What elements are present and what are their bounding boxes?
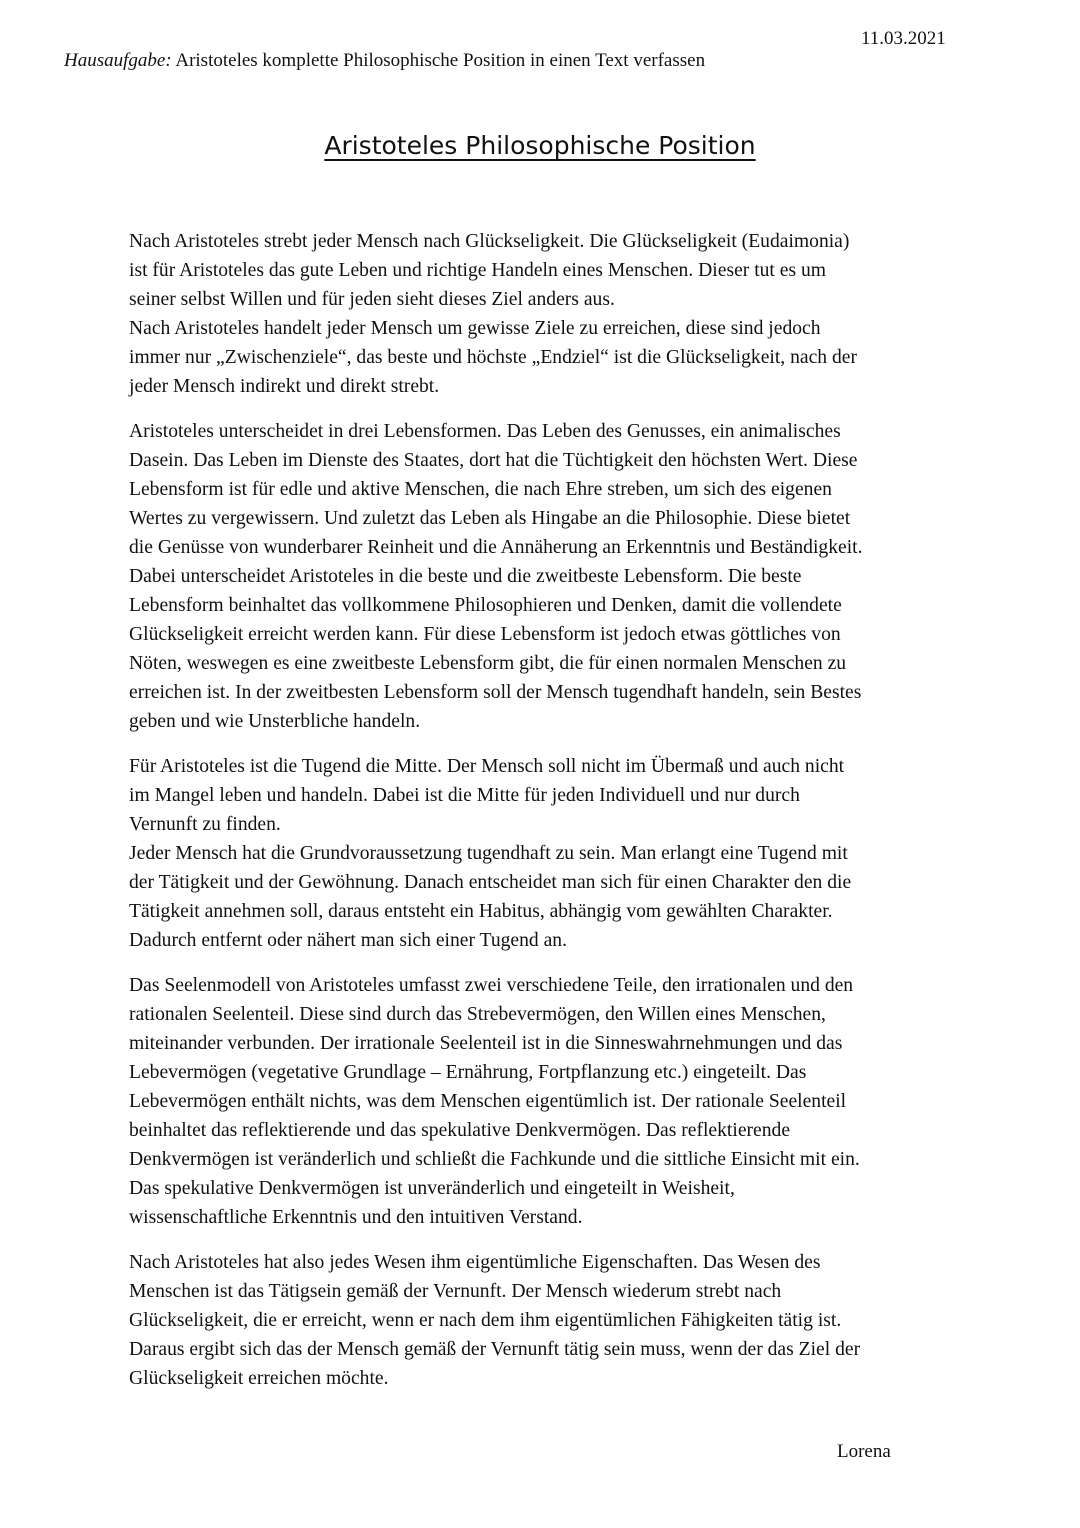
text-line: Glückseligkeit erreicht werden kann. Für diese Lebensform ist jedoch etwas göttliches von — [129, 624, 841, 645]
text-line: Dadurch entfernt oder nähert man sich einer Tugend an. — [129, 930, 567, 951]
text-line: Tätigkeit annehmen soll, daraus entsteht ein Habitus, abhängig vom gewählten Charakter. — [129, 901, 833, 922]
text-line: beinhaltet das reflektierende und das spekulative Denkvermögen. Das reflektierende — [129, 1120, 791, 1141]
text-line: Nach Aristoteles handelt jeder Mensch um gewisse Ziele zu erreichen, diese sind jedoch — [129, 318, 821, 339]
text-line: Daraus ergibt sich das der Mensch gemäß der Vernunft tätig sein muss, wenn der das Ziel der — [129, 1339, 861, 1360]
paragraph — [129, 227, 951, 401]
text-line: miteinander verbunden. Der irrationale Seelenteil ist in die Sinneswahrnehmungen und das — [129, 1033, 843, 1054]
text-line: seiner selbst Willen und für jeden sieht dieses Ziel anders aus. — [129, 289, 615, 310]
paragraph — [129, 971, 951, 1232]
text-line: Nöten, weswegen es eine zweitbeste Lebensform gibt, die für einen normalen Menschen zu — [129, 653, 847, 674]
text-line: der Tätigkeit und der Gewöhnung. Danach entscheidet man sich für einen Charakter den die — [129, 872, 852, 893]
homework-task-text: Aristoteles komplette Philosophische Position in einen Text verfassen — [171, 50, 706, 71]
text-line: Für Aristoteles ist die Tugend die Mitte. Der Mensch soll nicht im Übermaß und auch nicht — [129, 756, 845, 777]
text-line: Denkvermögen ist veränderlich und schließt die Fachkunde und die sittliche Einsicht mit ein. — [129, 1149, 860, 1170]
text-line: wissenschaftliche Erkenntnis und den intuitiven Verstand. — [129, 1207, 583, 1228]
text-line: Das spekulative Denkvermögen ist unveränderlich und eingeteilt in Weisheit, — [129, 1178, 735, 1199]
document-date: 11.03.2021 — [861, 28, 946, 49]
text-line: rationalen Seelenteil. Diese sind durch das Strebevermögen, den Willen eines Menschen, — [129, 1004, 826, 1025]
text-line: ist für Aristoteles das gute Leben und richtige Handeln eines Menschen. Dieser tut es um — [129, 260, 827, 281]
text-line: jeder Mensch indirekt und direkt strebt. — [129, 376, 440, 397]
text-line: Das Seelenmodell von Aristoteles umfasst zwei verschiedene Teile, den irrationalen und den — [129, 975, 854, 996]
text-line: Aristoteles unterscheidet in drei Lebensformen. Das Leben des Genusses, ein animalisches — [129, 421, 841, 442]
text-line: immer nur „Zwischenziele“, das beste und höchste „Endziel“ ist die Glückseligkeit, nach der — [129, 347, 857, 368]
text-line: erreichen ist. In der zweitbesten Lebensform soll der Mensch tugendhaft handeln, sein Bestes — [129, 682, 862, 703]
text-line: im Mangel leben und handeln. Dabei ist die Mitte für jeden Individuell und nur durch — [129, 785, 800, 806]
text-line: geben und wie Unsterbliche handeln. — [129, 711, 421, 732]
text-line: Dasein. Das Leben im Dienste des Staates, dort hat die Tüchtigkeit den höchsten Wert. Diese — [129, 450, 858, 471]
text-line: Menschen ist das Tätigsein gemäß der Vernunft. Der Mensch wiederum strebt nach — [129, 1281, 782, 1302]
text-line: Jeder Mensch hat die Grundvoraussetzung tugendhaft zu sein. Man erlangt eine Tugend mit — [129, 843, 848, 864]
text-line: Lebensform ist für edle und aktive Menschen, die nach Ehre streben, um sich des eigenen — [129, 479, 832, 500]
text-line: Wertes zu vergewissern. Und zuletzt das Leben als Hingabe an die Philosophie. Diese bietet — [129, 508, 851, 529]
text-line: Nach Aristoteles hat also jedes Wesen ihm eigentümliche Eigenschaften. Das Wesen des — [129, 1252, 821, 1273]
text-line: Vernunft zu finden. — [129, 814, 281, 835]
text-line: Nach Aristoteles strebt jeder Mensch nach Glückseligkeit. Die Glückseligkeit (Eudaimonia) — [129, 231, 850, 252]
document-body — [129, 227, 951, 1409]
paragraph — [129, 752, 951, 955]
homework-label: Hausaufgabe: — [64, 50, 172, 71]
paragraph — [129, 417, 951, 736]
author-signature: Lorena — [837, 1441, 891, 1462]
text-line: Glückseligkeit erreichen möchte. — [129, 1368, 389, 1389]
text-line: Lebevermögen (vegetative Grundlage – Ernährung, Fortpflanzung etc.) eingeteilt. Das — [129, 1062, 807, 1083]
text-line: Dabei unterscheidet Aristoteles in die beste und die zweitbeste Lebensform. Die beste — [129, 566, 802, 587]
text-line: die Genüsse von wunderbarer Reinheit und die Annäherung an Erkenntnis und Beständigkeit. — [129, 537, 863, 558]
text-line: Lebevermögen enthält nichts, was dem Menschen eigentümlich ist. Der rationale Seelenteil — [129, 1091, 847, 1112]
paragraph — [129, 1248, 951, 1393]
text-line: Glückseligkeit, die er erreicht, wenn er nach dem ihm eigentümlichen Fähigkeiten tätig ist. — [129, 1310, 842, 1331]
document-title: Aristoteles Philosophische Position — [324, 131, 756, 160]
homework-header — [64, 49, 705, 73]
text-line: Lebensform beinhaltet das vollkommene Philosophieren und Denken, damit die vollendete — [129, 595, 842, 616]
